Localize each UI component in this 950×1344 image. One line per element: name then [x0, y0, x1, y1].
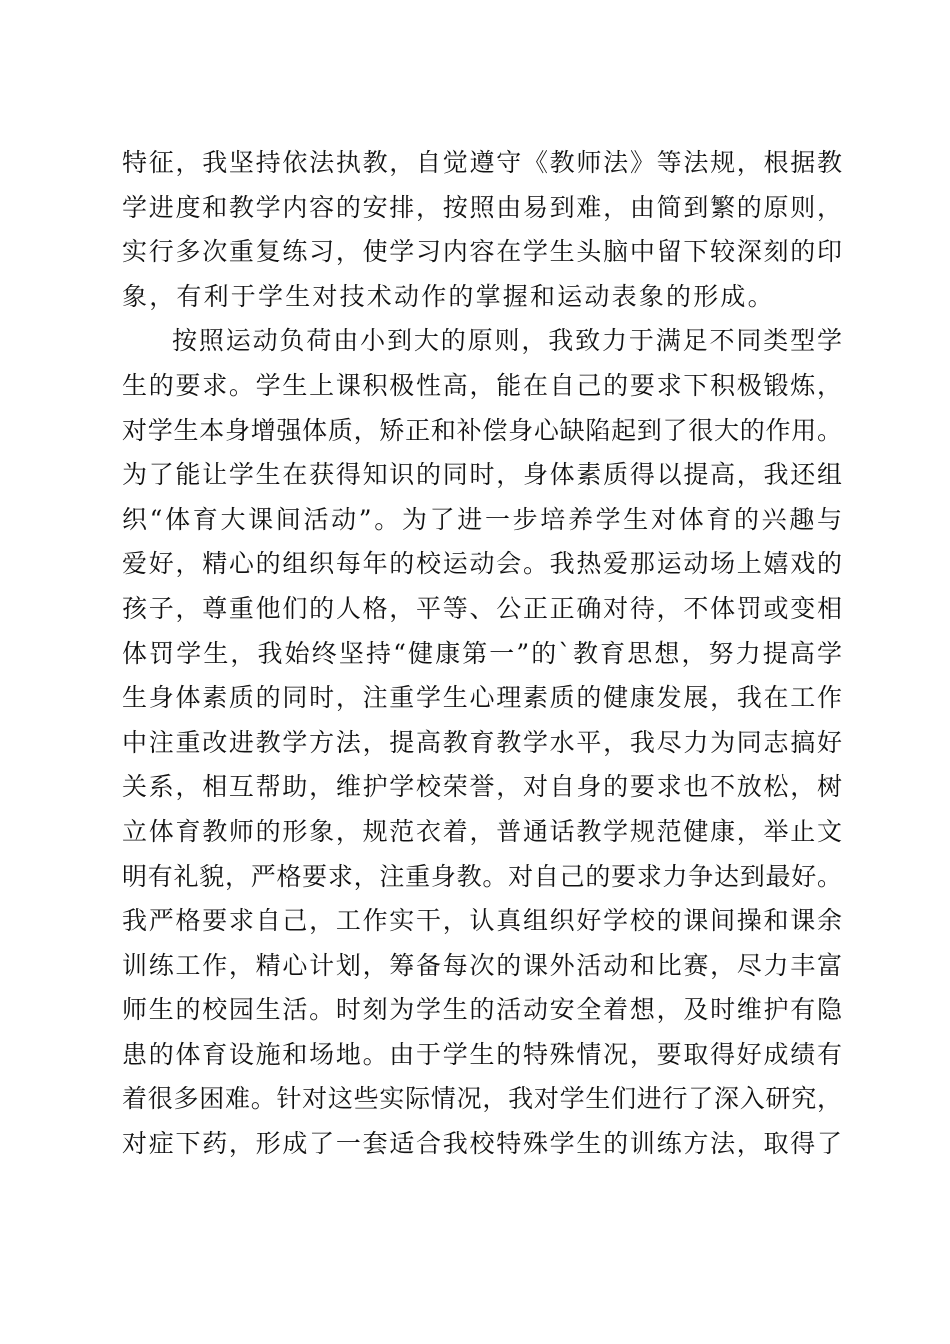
text-line: 我严格要求自己，工作实干，认真组织好学校的课间操和课余 [122, 906, 842, 936]
text-line: 明有礼貌，严格要求，注重身教。对自己的要求力争达到最好。 [122, 861, 842, 891]
text-line: 织“体育大课间活动”。为了进一步培养学生对体育的兴趣与 [122, 504, 842, 534]
text-line: 立体育教师的形象，规范衣着，普通话教学规范健康，举止文 [122, 816, 842, 846]
text-line: 师生的校园生活。时刻为学生的活动安全着想，及时维护有隐 [122, 995, 842, 1025]
text-line: 实行多次重复练习，使学习内容在学生头脑中留下较深刻的印 [122, 237, 842, 267]
text-line: 着很多困难。针对这些实际情况，我对学生们进行了深入研究， [122, 1084, 842, 1114]
text-line: 特征，我坚持依法执教，自觉遵守《教师法》等法规，根据教 [122, 148, 842, 177]
text-line: 中注重改进教学方法，提高教育教学水平，我尽力为同志搞好 [122, 727, 842, 757]
text-line: 爱好，精心的组织每年的校运动会。我热爱那运动场上嬉戏的 [122, 549, 842, 579]
text-line: 训练工作，精心计划，筹备每次的课外活动和比赛，尽力丰富 [122, 950, 842, 980]
body-text [122, 141, 842, 1167]
text-line: 对学生本身增强体质，矫正和补偿身心缺陷起到了很大的作用。 [122, 415, 842, 445]
text-line: 生的要求。学生上课积极性高，能在自己的要求下积极锻炼， [122, 370, 842, 400]
text-line: 象，有利于学生对技术动作的掌握和运动表象的形成。 [122, 281, 775, 311]
text-line: 生身体素质的同时，注重学生心理素质的健康发展，我在工作 [122, 683, 842, 713]
text-line: 为了能让学生在获得知识的同时，身体素质得以提高，我还组 [122, 460, 842, 490]
paragraph-first-line: 按照运动负荷由小到大的原则，我致力于满足不同类型学 [172, 326, 842, 356]
text-line: 对症下药，形成了一套适合我校特殊学生的训练方法，取得了 [122, 1129, 842, 1159]
text-line: 关系，相互帮助，维护学校荣誉，对自身的要求也不放松，树 [122, 772, 842, 802]
text-line: 体罚学生，我始终坚持“健康第一”的`教育思想，努力提高学 [122, 638, 842, 668]
text-line: 孩子，尊重他们的人格，平等、公正正确对待，不体罚或变相 [122, 593, 842, 623]
text-line: 患的体育设施和场地。由于学生的特殊情况，要取得好成绩有 [122, 1039, 842, 1069]
text-line: 学进度和教学内容的安排，按照由易到难，由简到繁的原则， [122, 192, 842, 222]
